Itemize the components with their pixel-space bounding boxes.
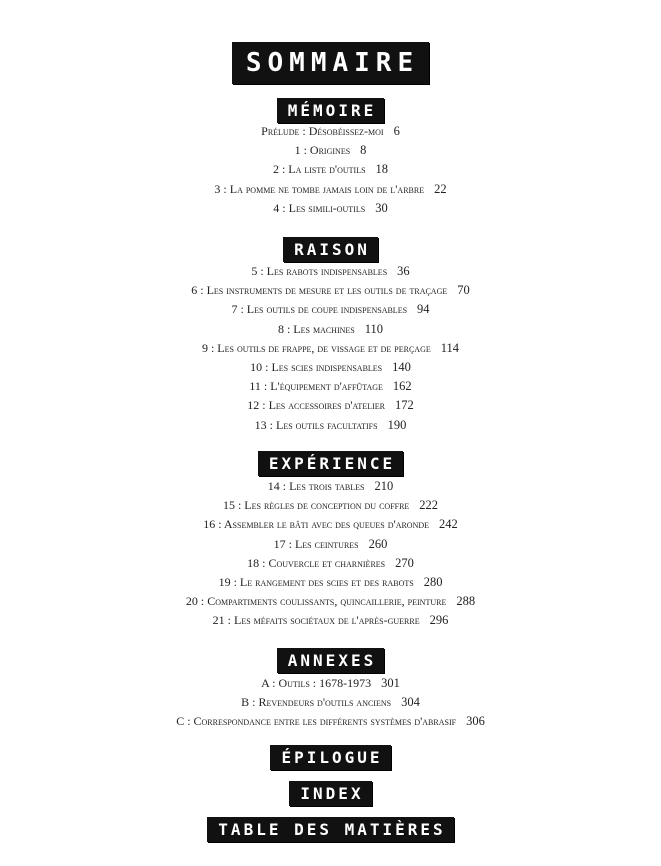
toc-entry-title: 1 : Origines	[294, 143, 351, 158]
toc-entry[interactable]	[0, 339, 661, 358]
toc-entry-title: 9 : Les outils de frappe, de vissage et de perçage	[201, 340, 431, 355]
toc-entry[interactable]	[0, 515, 661, 534]
section-entries-memoire	[0, 122, 661, 218]
toc-entry-title: 19 : Le rangement des scies et des rabots	[218, 574, 414, 589]
toc-entry-page: 222	[419, 498, 439, 513]
toc-entry-page: 242	[439, 517, 458, 532]
toc-entry-title: 13 : Les outils facultatifs	[254, 417, 378, 432]
toc-entry[interactable]	[0, 180, 661, 199]
section-entries-experience	[0, 477, 661, 631]
toc-entry-page: 301	[381, 676, 400, 690]
toc-entry-page: 190	[387, 417, 407, 432]
toc-entry[interactable]	[0, 281, 661, 300]
toc-entry[interactable]	[0, 573, 661, 592]
toc-entry[interactable]	[0, 396, 661, 415]
section-heading-wrap	[0, 648, 661, 673]
toc-entry[interactable]	[0, 496, 661, 515]
toc-entry[interactable]	[0, 199, 661, 218]
section-heading-raison: RAISON	[283, 237, 378, 262]
section-heading-wrap	[0, 451, 661, 476]
toc-entry-page: 140	[392, 359, 411, 374]
toc-entry-title: Prélude : Désobéissez-moi	[261, 124, 384, 138]
toc-entry-title: B : Revendeurs d'outils anciens	[241, 695, 392, 710]
toc-entry-title: 17 : Les ceintures	[273, 536, 359, 551]
toc-entry-title: 14 : Les trois tables	[267, 479, 365, 493]
toc-entry[interactable]	[0, 122, 661, 141]
toc-entry-page: 94	[417, 302, 430, 317]
title-wrap	[0, 42, 661, 84]
toc-entry-title: 4 : Les simili-outils	[273, 200, 366, 215]
toc-entry-page: 18	[375, 162, 389, 177]
toc-entry[interactable]	[0, 477, 661, 496]
toc-entry-page: 6	[393, 124, 400, 138]
toc-entry-page: 22	[434, 181, 447, 196]
toc-entry-title: 3 : La pomme ne tombe jamais loin de l'arbre	[214, 181, 425, 196]
toc-entry-page: 162	[392, 379, 412, 394]
toc-entry[interactable]	[0, 358, 661, 377]
section-heading-table-des-matieres[interactable]: TABLE DES MATIÈRES	[207, 817, 453, 842]
page-title: SOMMAIRE	[232, 42, 429, 84]
toc-entry-page: 288	[456, 594, 476, 609]
toc-entry-page: 280	[423, 574, 443, 589]
toc-entry-title: 2 : La liste d'outils	[272, 162, 366, 177]
toc-entry[interactable]	[0, 554, 661, 573]
toc-entry[interactable]	[0, 300, 661, 319]
toc-entry[interactable]	[0, 712, 661, 731]
toc-entry-title: 21 : Les méfaits sociétaux de l'après-guerre	[212, 613, 420, 628]
toc-entry-page: 210	[374, 479, 394, 493]
section-heading-experience: EXPÉRIENCE	[258, 451, 403, 476]
toc-entry-title: 5 : Les rabots indispensables	[251, 264, 388, 278]
toc-entry-title: 6 : Les instruments de mesure et les outils de traçage	[191, 283, 448, 298]
toc-entry-title: 16 : Assembler le bâti avec des queues d'aronde	[203, 517, 430, 532]
section-entries-raison	[0, 262, 661, 435]
toc-entry[interactable]	[0, 377, 661, 396]
section-heading-wrap	[0, 237, 661, 262]
toc-entry-page: 306	[466, 714, 485, 729]
section-heading-wrap	[0, 98, 661, 123]
toc-entry-page: 172	[394, 398, 414, 413]
toc-entry[interactable]	[0, 693, 661, 712]
section-heading-index[interactable]: INDEX	[289, 781, 371, 806]
toc-entry-page: 304	[401, 695, 420, 710]
toc-entry[interactable]	[0, 592, 661, 611]
section-heading-wrap	[0, 781, 661, 806]
toc-entry-title: 8 : Les machines	[277, 321, 355, 336]
toc-entry[interactable]	[0, 535, 661, 554]
toc-entry[interactable]	[0, 674, 661, 693]
toc-entry-page: 114	[440, 340, 460, 355]
toc-entry-page: 8	[360, 143, 367, 158]
toc-entry-page: 110	[364, 321, 384, 336]
section-heading-epilogue[interactable]: ÉPILOGUE	[270, 745, 390, 770]
toc-entry[interactable]	[0, 262, 661, 281]
section-heading-memoire: MÉMOIRE	[277, 98, 384, 123]
section-heading-wrap	[0, 745, 661, 770]
toc-entry-page: 36	[397, 264, 410, 278]
toc-entry-title: A : Outils : 1678-1973	[261, 676, 372, 690]
toc-entry[interactable]	[0, 320, 661, 339]
toc-entry-title: 10 : Les scies indispensables	[250, 359, 383, 374]
toc-entry[interactable]	[0, 160, 661, 179]
section-heading-wrap	[0, 817, 661, 842]
toc-entry-page: 270	[395, 555, 414, 570]
toc-entry-title: 20 : Compartiments coulissants, quincaillerie, peinture	[185, 594, 447, 609]
toc-entry-title: C : Correspondance entre les différents systèmes d'abrasif	[176, 714, 457, 729]
toc-entry[interactable]	[0, 416, 661, 435]
toc-entry-title: 7 : Les outils de coupe indispensables	[231, 302, 408, 317]
toc-entry-page: 260	[368, 536, 388, 551]
toc-entry-page: 70	[457, 283, 470, 298]
toc-entry-title: 15 : Les règles de conception du coffre	[222, 498, 410, 513]
toc-entry[interactable]	[0, 611, 661, 630]
toc-entry[interactable]	[0, 141, 661, 160]
section-heading-annexes: ANNEXES	[277, 648, 384, 673]
section-entries-annexes	[0, 674, 661, 732]
toc-entry-page: 30	[375, 200, 388, 215]
toc-entry-title: 18 : Couvercle et charnières	[247, 555, 386, 570]
toc-entry-title: 11 : L'équipement d'affûtage	[249, 379, 383, 394]
toc-entry-title: 12 : Les accessoires d'atelier	[247, 398, 385, 413]
toc-entry-page: 296	[429, 613, 449, 628]
